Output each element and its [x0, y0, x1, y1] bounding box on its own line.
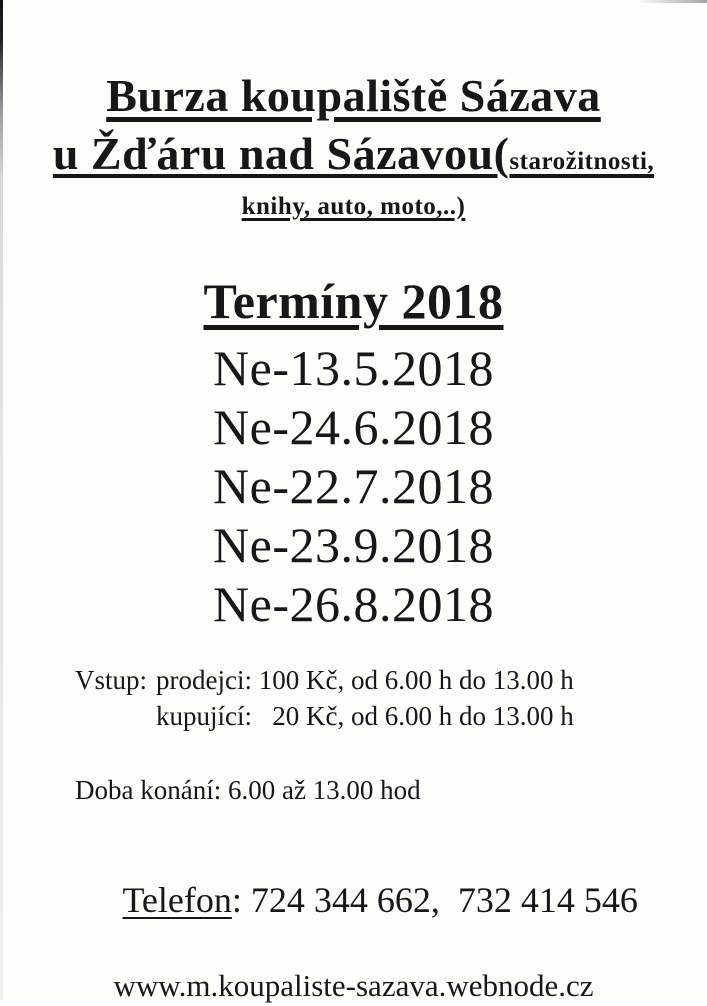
phone-numbers: : 724 344 662, 732 414 546	[231, 880, 638, 920]
buyers-price-line: kupující: 20 Kč, od 6.00 h do 13.00 h	[156, 701, 574, 731]
date-item: Ne-24.6.2018	[213, 399, 494, 455]
flyer-header	[0, 70, 707, 223]
schedule-heading: Termíny 2018	[203, 273, 504, 329]
pricing-section	[0, 662, 707, 808]
contact-section	[0, 834, 707, 1006]
page-subtitle	[0, 129, 707, 187]
date-item: Ne-13.5.2018	[213, 340, 494, 396]
scan-edge-artifact-top-right	[637, 0, 707, 3]
dates-list	[213, 339, 494, 634]
category-note-line: knihy, auto, moto,..)	[241, 193, 466, 220]
pricing-label: Vstup:	[75, 665, 148, 695]
scan-edge-artifact-left	[0, 0, 3, 1000]
subtitle-main-text: u Žďáru nad Sázavou(	[52, 128, 510, 179]
date-item: Ne-22.7.2018	[213, 458, 494, 514]
event-time-text: Doba konání: 6.00 až 13.00 hod	[75, 775, 421, 805]
website-url: www.m.koupaliste-sazava.webnode.cz	[113, 968, 594, 1003]
date-item: Ne-23.9.2018	[213, 517, 494, 573]
subtitle-category-note: starožitnosti,	[509, 148, 655, 175]
pricing-lines	[156, 662, 574, 734]
phone-label: Telefon	[122, 880, 232, 920]
date-item: Ne-26.8.2018	[213, 576, 494, 632]
page-title: Burza koupaliště Sázava	[106, 70, 601, 121]
schedule-section	[0, 273, 707, 634]
entry-pricing	[75, 662, 707, 734]
phone-line	[0, 834, 707, 966]
sellers-price-line: prodejci: 100 Kč, od 6.00 h do 13.00 h	[156, 665, 574, 695]
